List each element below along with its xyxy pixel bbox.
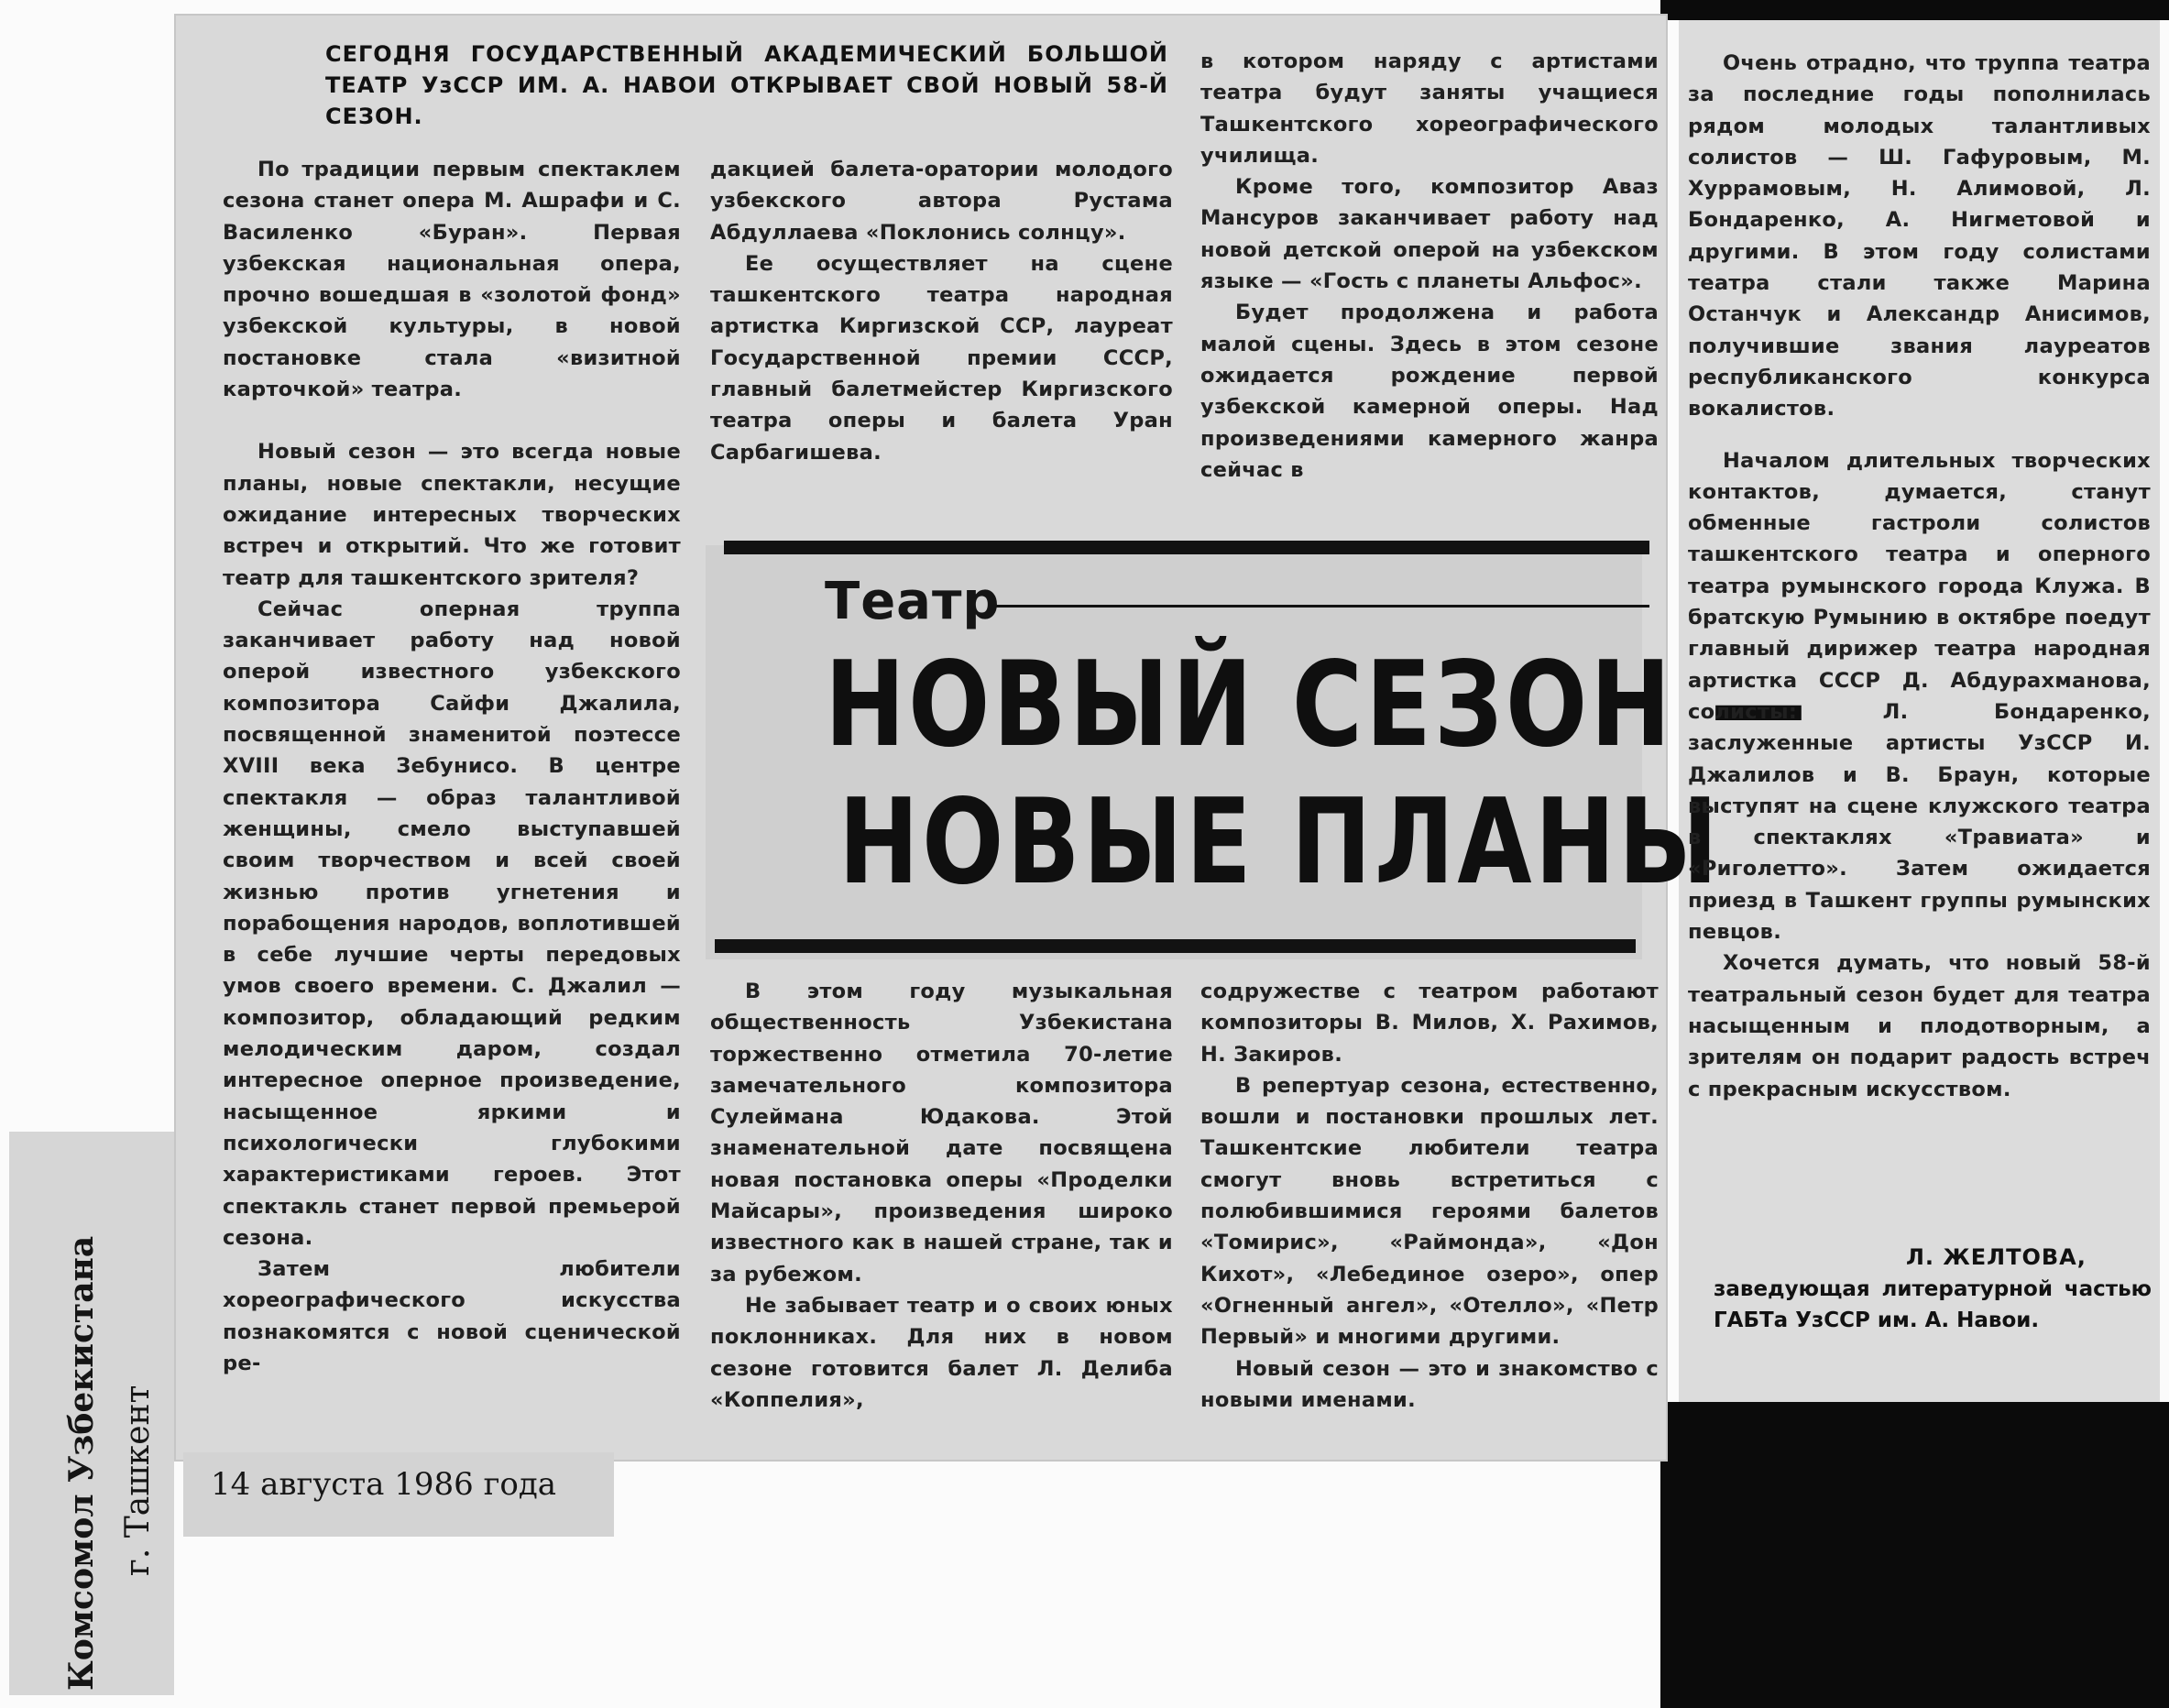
article-title-line-2: НОВЫЕ ПЛАНЫ [838,774,1721,911]
paragraph: Затем любители хореографического искусства познакомятся с новой сценической ре- [223,1257,681,1375]
text-column-4 [1688,48,2151,1105]
paragraph: Сейчас оперная труппа заканчивает работу над новой оперой известного узбекского композитора Сайфи Джалила, посвященной знаменитой поэтессе XVIII века Зебунисо. В центре спектакля — образ талантливой женщины, смело выступавшей своим творчеством и всей своей жизнью против угнетения и порабощения народов, воплотившей в себе лучшие черты передовых умов своего времени. С. Джалил — композитор, обладающий редким мелодическим даром, создал интересное оперное произведение, насыщенное яркими и психологически глубокими характеристиками героев. Этот спектакль станет первой премьерой сезона. [223,597,681,1250]
title-rule-top [724,541,1649,554]
scan-mask-top [1660,0,2169,20]
title-rule-bottom [715,939,1636,953]
paragraph: Не забывает театр и о своих юных поклонниках. Для них в новом сезоне готовится балет Л. Делиба «Коппелия», [710,1293,1173,1412]
paragraph: Новый сезон — это всегда новые планы, новые спектакли, несущие ожидание интересных творческих встреч и открытий. Что же готовит театр для ташкентского зрителя? [223,440,681,590]
text-column-3-bottom [1200,976,1659,1416]
article-title-line-1: НОВЫЙ СЕЗОН — [825,637,1810,773]
paragraph: Новый сезон — это и знакомство с новыми именами. [1200,1356,1659,1412]
paragraph: в котором наряду с артистами театра будут заняты учащиеся Ташкентского хореографического училища. [1200,49,1659,168]
rubric-label: Театр [825,572,1001,631]
paragraph: В этом году музыкальная общественность Узбекистана торжественно отметила 70-летие замечательного композитора Сулеймана Юдакова. Этой знаменательной дате посвящена новая постановка оперы «Проделки Майсары», произведения широко известного как в нашей стране, так и за рубежом. [710,980,1173,1286]
rubric-rule [990,605,1649,608]
paragraph: Очень отрадно, что труппа театра за последние годы пополнилась рядом молодых талантливых солистов — Ш. Гафуровым, М. Хуррамовым, Н. Алимовой, Л. Бондаренко, А. Нигметовой и другими. В этом году солистами театра стали также Марина Останчук и Александр Анисимов, получившие звания лауреатов республиканского конкурса вокалистов. [1688,51,2151,422]
paragraph: По традиции первым спектаклем сезона станет опера М. Ашрафи и С. Василенко «Буран». Первая узбекская национальная опера, прочно вошедшая в «золотой фонд» узбекской культуры, в новой постановке стала «визитной карточкой» театра. [223,158,681,402]
paragraph: Хочется думать, что новый 58-й театральный сезон будет для театра насыщенным и плодотворным, а зрителям он подарит радость встреч с прекрасным искусством. [1688,951,2151,1101]
author-title: заведующая литературной частью ГАБТа УзССР им. А. Навои. [1714,1277,2152,1332]
paragraph: Будет продолжена и работа малой сцены. Здесь в этом сезоне ожидается рождение первой узбекской камерной оперы. Над произведениями камерного жанра сейчас в [1200,301,1659,482]
publication-date: 14 августа 1986 года [211,1466,557,1503]
source-newspaper: Комсомол Узбекистана [62,1235,101,1691]
paragraph: Ее осуществляет на сцене ташкентского театра народная артистка Киргизской ССР, лауреат Государственной премии СССР, главный балетмейстер Киргизского театра оперы и балета Уран Сарбагишева. [710,251,1173,465]
text-column-2-bottom [710,976,1173,1416]
text-column-3-top [1200,46,1659,486]
paragraph: дакцией балета-оратории молодого узбекского автора Рустама Абдуллаева «Поклонись солнцу». [710,158,1173,245]
author-name: Л. ЖЕЛТОВА, [1906,1244,2087,1270]
scan-mask-bottom-right [1660,1402,2169,1708]
paragraph: Кроме того, композитор Аваз Мансуров заканчивает работу над новой детской оперой на узбекском языке — «Гость с планеты Альфос». [1200,175,1659,294]
article-headline: СЕГОДНЯ ГОСУДАРСТВЕННЫЙ АКАДЕМИЧЕСКИЙ БОЛЬШОЙ ТЕАТР УзССР ИМ. А. НАВОИ ОТКРЫВАЕТ СВОЙ НОВЫЙ 58-Й СЕЗОН. [325,41,1168,129]
paragraph: Началом длительных творческих контактов, думается, станут обменные гастроли солистов ташкентского театра и оперного театра румынского города Клужа. В братскую Румынию в октябре поедут главный дирижер театра народная артистка СССР Д. Абдурахманова, солисты: Л. Бондаренко, заслуженные артисты УзССР И. Джалилов и В. Браун, которые выступят на сцене клужского театра в спектаклях «Травиата» и «Риголетто». Затем ожидается приезд в Ташкент группы румынских певцов. [1688,448,2151,945]
paragraph: В репертуар сезона, естественно, вошли и постановки прошлых лет. Ташкентские любители театра смогут вновь встретиться с полюбившимися героями балетов «Томирис», «Раймонда», «Дон Кихот», «Лебединое озеро», опер «Огненный ангел», «Отелло», «Петр Первый» и многими другими. [1200,1073,1659,1350]
text-column-2-top [710,154,1173,468]
paragraph: содружестве с театром работают композиторы В. Милов, Х. Рахимов, Н. Закиров. [1200,980,1659,1067]
source-city: г. Ташкент [119,1385,157,1576]
text-column-1 [223,154,681,1379]
